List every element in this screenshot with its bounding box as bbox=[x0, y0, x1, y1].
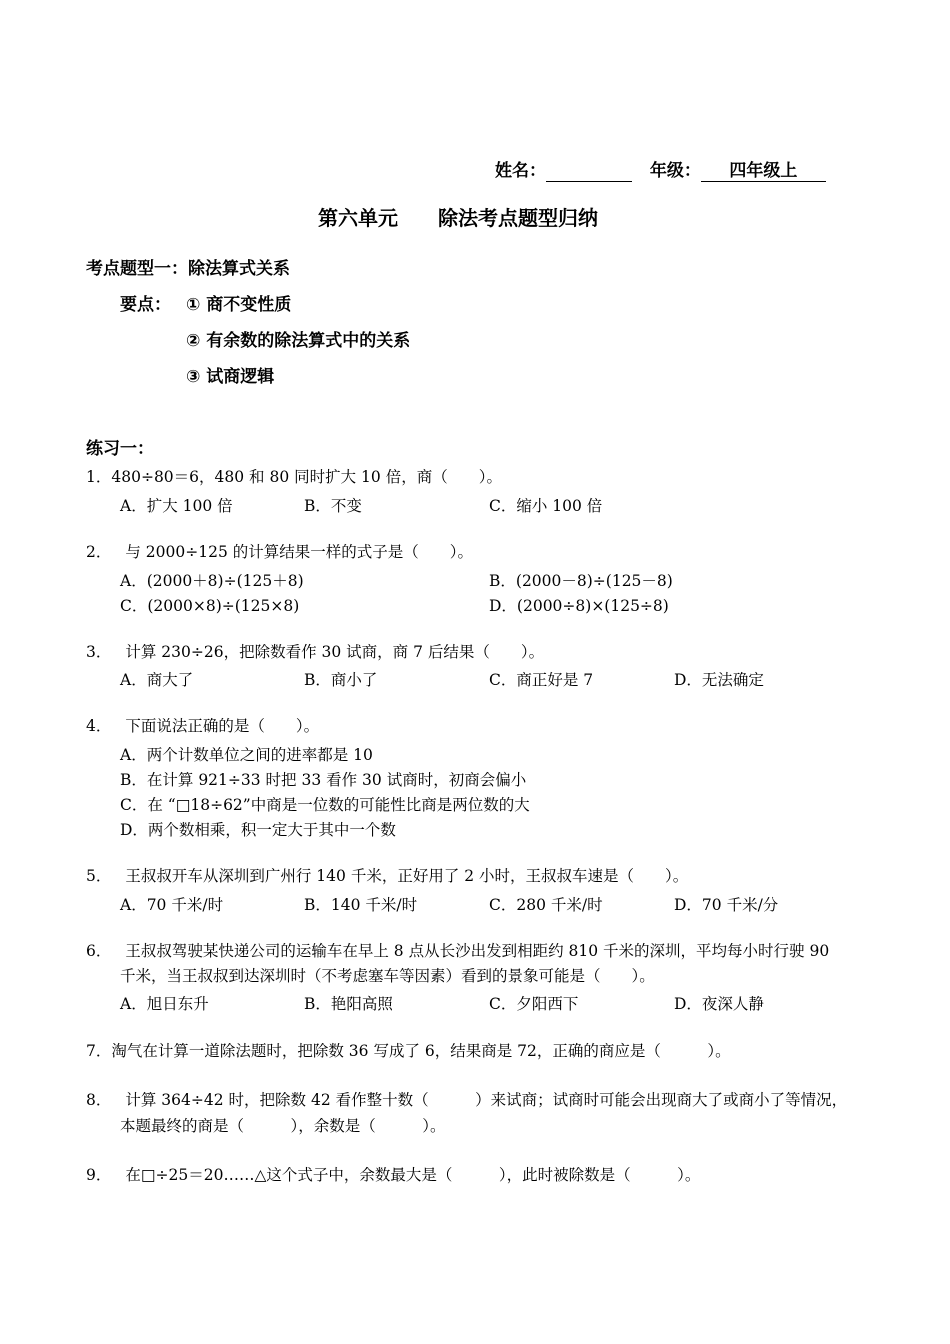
option-b[interactable]: B．艳阳高照 bbox=[304, 995, 393, 1013]
option-c[interactable]: C．夕阳西下 bbox=[489, 995, 579, 1013]
question-text: 与 2000÷125 的计算结果一样的式子是（ ）。 bbox=[125, 543, 473, 561]
question-text: 淘气在计算一道除法题时，把除数 36 写成了 6，结果商是 72，正确的商应是（ ）。 bbox=[111, 1042, 731, 1060]
question-number: 8． bbox=[86, 1091, 112, 1109]
name-blank[interactable] bbox=[546, 161, 632, 182]
point-item: ① 商不变性质 bbox=[186, 295, 292, 315]
option-d[interactable]: D．70 千米/分 bbox=[674, 896, 779, 914]
question-number: 4． bbox=[86, 717, 112, 735]
page-title: 第六单元 除法考点题型归纳 bbox=[318, 206, 598, 230]
exercise-heading: 练习一： bbox=[86, 439, 154, 459]
question-1 bbox=[86, 465, 502, 490]
option-a[interactable]: A．两个计数单位之间的进率都是 10 bbox=[120, 746, 373, 764]
question-number: 5． bbox=[86, 867, 112, 885]
question-5 bbox=[86, 864, 688, 889]
grade-label: 年级： bbox=[649, 161, 701, 181]
question-text-line1: 计算 364÷42 时，把除数 42 看作整十数（ ）来试商；试商时可能会出现商大了或商小了等情况， bbox=[125, 1091, 848, 1109]
option-c[interactable]: C．缩小 100 倍 bbox=[489, 497, 603, 515]
point-item: ② 有余数的除法算式中的关系 bbox=[186, 331, 411, 351]
question-9 bbox=[86, 1163, 700, 1188]
question-text: 在□÷25＝20……△这个式子中，余数最大是（ ），此时被除数是（ ）。 bbox=[125, 1166, 701, 1184]
option-a[interactable]: A．扩大 100 倍 bbox=[120, 497, 233, 515]
option-b[interactable]: B．商小了 bbox=[304, 671, 378, 689]
option-d[interactable]: D．无法确定 bbox=[674, 671, 764, 689]
point-item: ③ 试商逻辑 bbox=[186, 367, 275, 387]
option-c[interactable]: C．280 千米/时 bbox=[489, 896, 603, 914]
question-3 bbox=[86, 640, 544, 665]
question-number: 7． bbox=[86, 1042, 112, 1060]
question-text-line1: 王叔叔驾驶某快递公司的运输车在早上 8 点从长沙出发到相距约 810 千米的深圳，平均每小时行驶 90 bbox=[125, 942, 830, 960]
name-label: 姓名： bbox=[495, 161, 546, 181]
question-text-line2: 本题最终的商是（ ），余数是（ ）。 bbox=[120, 1117, 446, 1135]
option-a[interactable]: A．旭日东升 bbox=[120, 995, 209, 1013]
option-d[interactable]: D．两个数相乘，积一定大于其中一个数 bbox=[120, 821, 396, 839]
question-2 bbox=[86, 540, 473, 565]
option-a[interactable]: A．商大了 bbox=[120, 671, 194, 689]
question-text: 下面说法正确的是（ ）。 bbox=[125, 717, 320, 735]
student-info bbox=[495, 156, 826, 182]
question-text: 480÷80＝6，480 和 80 同时扩大 10 倍，商（ ）。 bbox=[111, 468, 502, 486]
question-6 bbox=[86, 939, 829, 964]
option-b[interactable]: B．(2000－8)÷(125－8) bbox=[489, 572, 673, 590]
question-7 bbox=[86, 1039, 731, 1064]
question-number: 3． bbox=[86, 643, 112, 661]
option-b[interactable]: B．140 千米/时 bbox=[304, 896, 418, 914]
option-b[interactable]: B．在计算 921÷33 时把 33 看作 30 试商时，初商会偏小 bbox=[120, 771, 527, 789]
question-text: 王叔叔开车从深圳到广州行 140 千米，正好用了 2 小时，王叔叔车速是（ ）。 bbox=[125, 867, 689, 885]
question-number: 1． bbox=[86, 468, 112, 486]
points-label: 要点： bbox=[120, 295, 171, 315]
option-b[interactable]: B．不变 bbox=[304, 497, 362, 515]
question-8 bbox=[86, 1088, 847, 1113]
option-a[interactable]: A．(2000＋8)÷(125＋8) bbox=[120, 572, 304, 590]
option-c[interactable]: C．在 “□18÷62”中商是一位数的可能性比商是两位数的大 bbox=[120, 796, 530, 814]
option-c[interactable]: C．商正好是 7 bbox=[489, 671, 594, 689]
question-text: 计算 230÷26，把除数看作 30 试商，商 7 后结果（ ）。 bbox=[125, 643, 545, 661]
option-c[interactable]: C．(2000×8)÷(125×8) bbox=[120, 597, 300, 615]
option-d[interactable]: D．(2000÷8)×(125÷8) bbox=[489, 597, 669, 615]
grade-value: 四年级上 bbox=[701, 161, 826, 182]
section-heading: 考点题型一：除法算式关系 bbox=[86, 259, 290, 279]
question-4 bbox=[86, 714, 319, 739]
question-number: 6． bbox=[86, 942, 112, 960]
option-d[interactable]: D．夜深人静 bbox=[674, 995, 764, 1013]
question-number: 9． bbox=[86, 1166, 112, 1184]
option-a[interactable]: A．70 千米/时 bbox=[120, 896, 224, 914]
question-number: 2． bbox=[86, 543, 112, 561]
question-text-line2: 千米，当王叔叔到达深圳时（不考虑塞车等因素）看到的景象可能是（ ）。 bbox=[120, 967, 655, 985]
